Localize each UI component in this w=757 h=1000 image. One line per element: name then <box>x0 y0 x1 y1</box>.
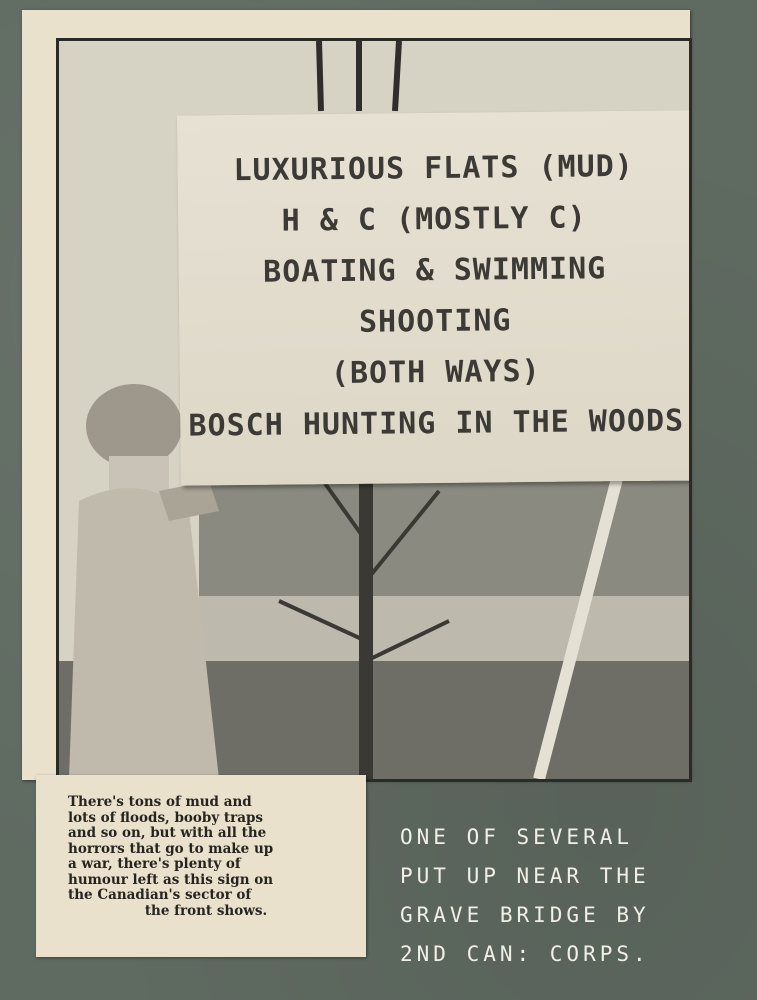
handwritten-note <box>400 818 745 974</box>
sign-text <box>177 140 692 451</box>
sign-line: (BOTH WAYS) <box>330 353 541 392</box>
photograph <box>56 38 692 782</box>
caption-line: lots of floods, booby traps <box>68 809 264 826</box>
caption-line: humour left as this sign on <box>68 871 274 888</box>
newspaper-caption-clipping <box>36 775 366 957</box>
stencilled-sign <box>177 110 692 485</box>
caption-line: and so on, but with all the <box>68 825 267 841</box>
caption-line: There's tons of mud and <box>68 794 252 810</box>
handwritten-line: PUT UP NEAR THE <box>400 864 650 888</box>
sign-line: BOSCH HUNTING IN THE WOODS <box>188 403 685 444</box>
caption-text <box>68 795 344 919</box>
handwritten-line: 2ND CAN: CORPS. <box>400 942 650 966</box>
sign-line: SHOOTING <box>358 303 512 340</box>
caption-line: the Canadian's sector of <box>68 887 252 903</box>
caption-line: the front shows. <box>144 902 268 919</box>
newspaper-clipping-photo <box>22 10 690 780</box>
caption-line: horrors that go to make up <box>68 840 274 857</box>
sign-line: BOATING & SWIMMING <box>262 251 607 290</box>
sign-line: H & C (MOSTLY C) <box>281 200 587 239</box>
handwritten-line: GRAVE BRIDGE BY <box>400 903 650 927</box>
caption-line: a war, there's plenty of <box>68 856 241 872</box>
handwritten-line: ONE OF SEVERAL <box>400 825 634 849</box>
sign-line: LUXURIOUS FLATS (MUD) <box>233 148 634 189</box>
